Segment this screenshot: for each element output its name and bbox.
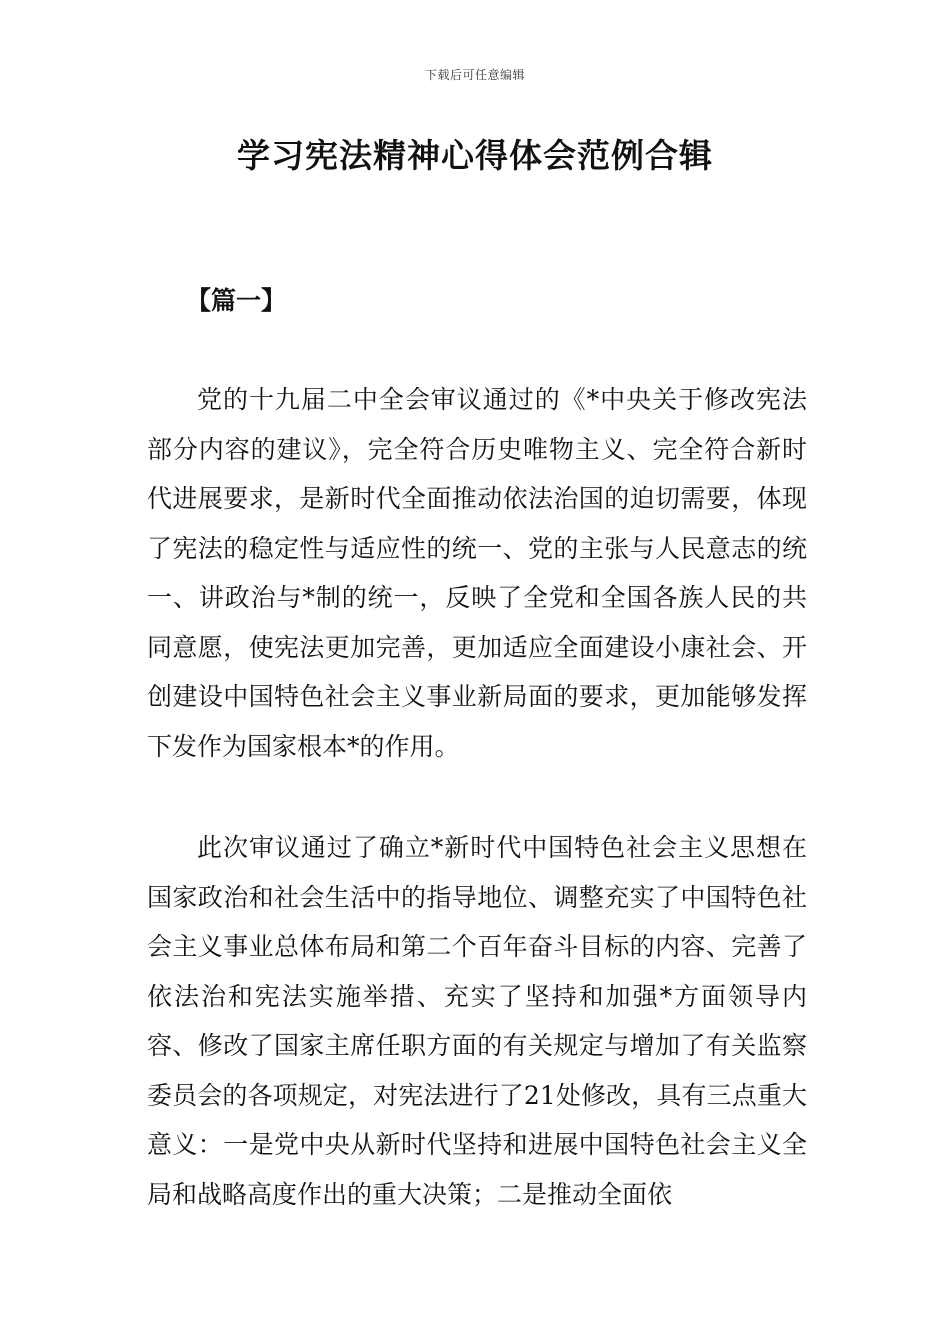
header-note: 下载后可任意编辑 [424, 68, 525, 82]
document-title: 学习宪法精神心得体会范例合辑 [237, 136, 713, 175]
body-paragraph: 此次审议通过了确立*新时代中国特色社会主义思想在国家政治和社会生活中的指导地位、调整充实了中国特色社会主义事业总体布局和第二个百年奋斗目标的内容、完善了依法治和宪法实施举措、充实了坚持和加强*方面领导内容、修改了国家主席任职方面的有关规定与增加了有关监察委员会的各项规定，对宪法进行了21处修改，具有三点重大意义：一是党中央从新时代坚持和进展中国特色社会主义全局和战略高度作出的重大决策；二是推动全面依 [147, 833, 807, 1209]
section-heading: 【篇一】 [186, 286, 287, 315]
body-paragraph: 党的十九届二中全会审议通过的《*中央关于修改宪法部分内容的建议》，完全符合历史唯物主义、完全符合新时代进展要求，是新时代全面推动依法治国的迫切需要，体现了宪法的稳定性与适应性的统一、党的主张与人民意志的统一、讲政治与*制的统一，反映了全党和全国各族人民的共同意愿，使宪法更加完善，更加适应全面建设小康社会、开创建设中国特色社会主义事业新局面的要求，更加能够发挥下发作为国家根本*的作用。 [147, 385, 807, 761]
